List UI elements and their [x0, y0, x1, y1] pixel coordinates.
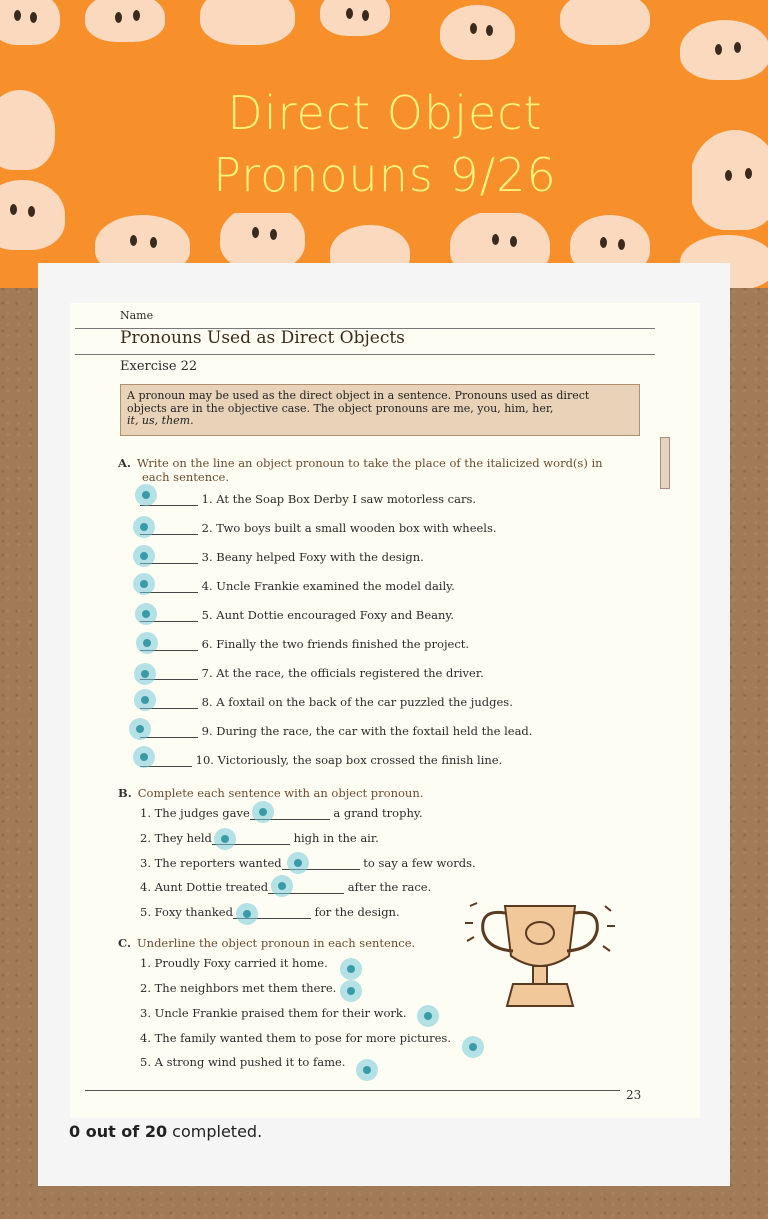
answer-dot-a9[interactable]	[129, 718, 151, 740]
answer-dot-b3[interactable]	[287, 852, 309, 874]
answer-dot-b5[interactable]	[236, 903, 258, 925]
b-item-3: 3. The reporters wanted to say a few words.	[140, 856, 476, 870]
answer-dot-c1[interactable]	[340, 958, 362, 980]
b-item-4: 4. Aunt Dottie treated after the race.	[140, 880, 432, 894]
section-a-instruction: Write on the line an object pronoun to take the place of the italicized word(s) in	[136, 456, 603, 470]
answer-dot-b4[interactable]	[271, 875, 293, 897]
a-item-9: 9. During the race, the car with the foxtail held the lead.	[140, 724, 532, 738]
section-b-letter: B.	[118, 786, 132, 800]
side-tab	[660, 437, 670, 489]
completion-count: 0 out of 20	[69, 1122, 168, 1141]
answer-dot-c3[interactable]	[417, 1005, 439, 1027]
c-item-3: 3. Uncle Frankie praised them for their work.	[140, 1006, 407, 1020]
ghost-header	[0, 0, 768, 288]
a-item-2: 2. Two boys built a small wooden box with wheels.	[140, 521, 497, 535]
a-item-1: 1. At the Soap Box Derby I saw motorless cars.	[140, 492, 476, 506]
name-label: Name	[120, 309, 154, 322]
section-c-header	[118, 936, 415, 950]
a-item-3: 3. Beany helped Foxy with the design.	[140, 550, 424, 564]
a-item-5: 5. Aunt Dottie encouraged Foxy and Beany.	[140, 608, 454, 622]
answer-dot-a5[interactable]	[135, 603, 157, 625]
worksheet-image	[70, 303, 700, 1118]
answer-dot-a8[interactable]	[134, 689, 156, 711]
section-b-header	[118, 786, 423, 800]
answer-dot-c2[interactable]	[340, 980, 362, 1002]
answer-dot-c4[interactable]	[462, 1036, 484, 1058]
answer-dot-b1[interactable]	[252, 801, 274, 823]
answer-dot-a2[interactable]	[133, 516, 155, 538]
answer-dot-a6[interactable]	[136, 632, 158, 654]
divider	[75, 354, 655, 355]
section-b-instruction: Complete each sentence with an object pronoun.	[137, 786, 424, 800]
completion-suffix: completed.	[167, 1122, 263, 1141]
answer-dot-b2[interactable]	[214, 828, 236, 850]
b-item-5: 5. Foxy thanked for the design.	[140, 905, 400, 919]
rule-text-1: A pronoun may be used as the direct object in a sentence. Pronouns used as direct	[127, 389, 590, 402]
rule-box	[120, 384, 640, 436]
answer-dot-c5[interactable]	[356, 1059, 378, 1081]
c-item-5: 5. A strong wind pushed it to fame.	[140, 1055, 346, 1069]
answer-dot-a4[interactable]	[133, 573, 155, 595]
rule-text-3: it, us, them.	[127, 414, 194, 427]
page-number: 23	[626, 1088, 642, 1102]
a-item-6: 6. Finally the two friends finished the project.	[140, 637, 469, 651]
section-a-instruction-2: each sentence.	[142, 470, 230, 484]
b-item-2: 2. They held high in the air.	[140, 831, 379, 845]
footer-rule	[85, 1090, 620, 1091]
a-item-10: 10. Victoriously, the soap box crossed the finish line.	[140, 753, 502, 767]
page-title-line-1: Direct Object	[227, 86, 543, 140]
answer-dot-a10[interactable]	[133, 746, 155, 768]
c-item-4: 4. The family wanted them to pose for more pictures.	[140, 1031, 451, 1045]
section-a-letter: A.	[118, 456, 131, 470]
a-item-4: 4. Uncle Frankie examined the model daily.	[140, 579, 455, 593]
completion-status	[69, 1122, 262, 1141]
exercise-label: Exercise 22	[120, 359, 198, 374]
a-item-7: 7. At the race, the officials registered the driver.	[140, 666, 484, 680]
rule-text-2: objects are in the objective case. The object pronouns are me, you, him, her,	[127, 401, 554, 415]
c-item-2: 2. The neighbors met them there.	[140, 981, 337, 995]
section-c-instruction: Underline the object pronoun in each sentence.	[136, 936, 416, 950]
page-title-line-2: Pronouns 9/26	[213, 148, 557, 202]
c-item-1: 1. Proudly Foxy carried it home.	[140, 956, 328, 970]
answer-dot-a3[interactable]	[133, 545, 155, 567]
section-c-letter: C.	[118, 936, 131, 950]
trophy-illustration	[465, 901, 615, 1016]
section-a-header	[118, 456, 603, 484]
answer-dot-a7[interactable]	[134, 663, 156, 685]
answer-dot-a1[interactable]	[135, 484, 157, 506]
worksheet-title: Pronouns Used as Direct Objects	[120, 328, 405, 348]
title-banner	[78, 75, 692, 213]
a-item-8: 8. A foxtail on the back of the car puzzled the judges.	[140, 695, 513, 709]
b-item-1: 1. The judges gave a grand trophy.	[140, 806, 423, 820]
